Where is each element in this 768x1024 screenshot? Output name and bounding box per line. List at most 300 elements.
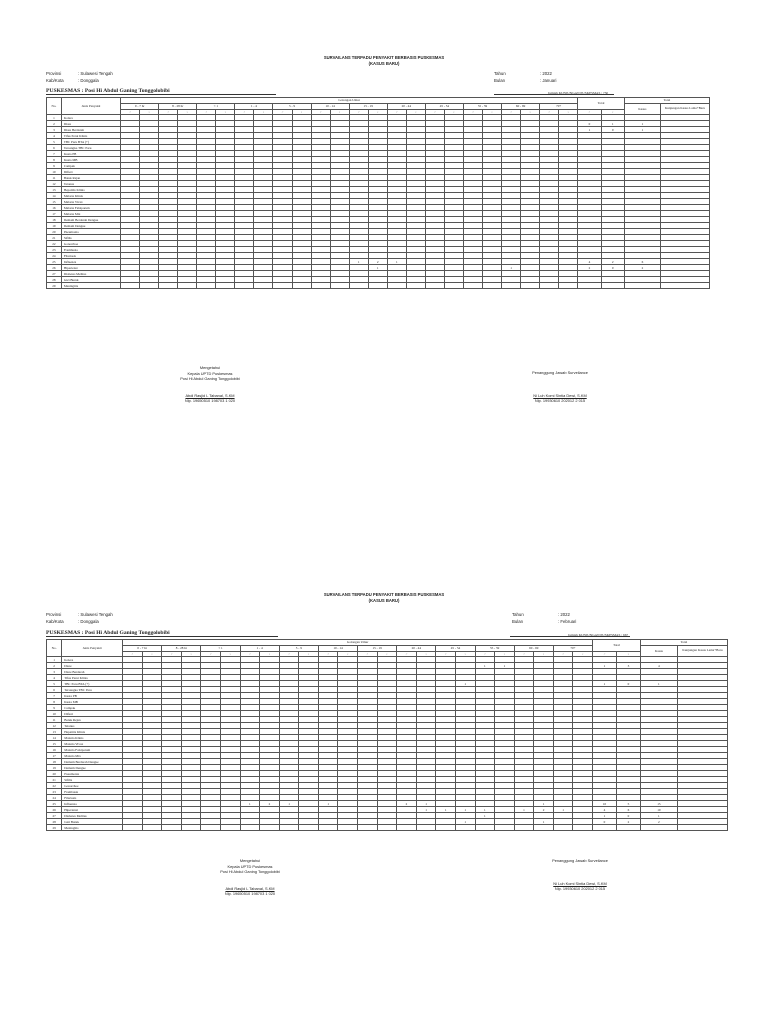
- table-cell: [221, 825, 241, 831]
- sex-male: ♂: [240, 651, 260, 657]
- header-no: No.: [47, 640, 62, 657]
- province-value: : Sulawesi Tengah: [78, 71, 113, 76]
- header-age-group: Golongan Umur: [121, 98, 578, 104]
- header-age: 20 - 44: [387, 103, 425, 109]
- report-subtitle: (KASUS BARU): [368, 598, 400, 603]
- row-no: 12: [47, 181, 62, 187]
- sex-male: ♂: [593, 651, 617, 657]
- header-age: 8 - 28 hr: [159, 103, 197, 109]
- row-disease: Tifus Perut Klinis: [61, 133, 120, 139]
- regency-label: Kab/Kota: [46, 78, 64, 83]
- row-disease: Malaria Mix: [62, 753, 123, 759]
- row-no: 18: [47, 217, 62, 223]
- table-cell: [387, 283, 406, 289]
- header-age: 45 - 54: [436, 645, 475, 651]
- sex-male: ♂: [197, 109, 216, 115]
- row-no: 7: [47, 151, 62, 157]
- table-cell: [349, 283, 368, 289]
- table-cell: [534, 825, 554, 831]
- sex-female: ♀: [495, 651, 515, 657]
- row-disease: Batuk Rejan: [62, 717, 123, 723]
- table-cell-total: 0: [601, 265, 624, 271]
- row-disease: Diare Berdarah: [62, 669, 123, 675]
- table-cell-total: 1: [593, 663, 617, 669]
- year-value: : 2022: [558, 612, 570, 617]
- sex-female: ♀: [221, 651, 241, 657]
- sign-right-line1: Penanggung Jawab Surveilance: [532, 370, 588, 375]
- row-no: 22: [47, 241, 62, 247]
- header-visits-old: Kunjungan Kasus Lama+Baru: [660, 103, 709, 115]
- row-disease: Influenza: [61, 259, 120, 265]
- table-cell-total: 0: [593, 819, 617, 825]
- row-no: 6: [47, 145, 62, 151]
- table-cell-total: 2: [640, 819, 677, 825]
- puskesmas-name: PUSKESMAS : Posi Hi Abdul Ganing Tonggolobibi: [46, 88, 170, 94]
- table-cell: 1: [475, 813, 495, 819]
- table-cell-total: 2: [578, 265, 601, 271]
- table-cell: [338, 825, 358, 831]
- sign-left-name: Abdi Rasjid L Tabanal, S.KM: [185, 392, 235, 398]
- table-cell: 1: [387, 259, 406, 265]
- table-cell-total: 1: [624, 127, 660, 133]
- table-cell: 1: [436, 807, 456, 813]
- sex-female: ♀: [455, 651, 475, 657]
- table-cell: [254, 283, 273, 289]
- row-no: 14: [47, 735, 62, 741]
- sex-female: ♀: [444, 109, 463, 115]
- sex-female: ♀: [254, 109, 273, 115]
- header-age: 15 - 19: [349, 103, 387, 109]
- row-no: 15: [47, 199, 62, 205]
- signature-right: [500, 370, 620, 404]
- sex-female: ♀: [573, 651, 593, 657]
- row-no: 17: [47, 753, 62, 759]
- table-cell: 1: [475, 663, 495, 669]
- sex-male: ♂: [387, 109, 406, 115]
- row-disease: Diabetes Melitus: [62, 813, 123, 819]
- table-cell: 1: [502, 265, 521, 271]
- table-cell: [159, 283, 178, 289]
- table-row: [47, 283, 710, 289]
- header-age: 5 - 9: [279, 645, 318, 651]
- row-no: 18: [47, 759, 62, 765]
- table-cell: [181, 825, 201, 831]
- header-age: 10 - 14: [318, 645, 357, 651]
- table-cell: [660, 283, 709, 289]
- table-cell: [377, 825, 397, 831]
- row-no: 27: [47, 813, 62, 819]
- row-disease: Tifus Perut Klinis: [62, 675, 123, 681]
- sex-female: ♀: [521, 109, 540, 115]
- sign-right-name: Ni Luh Komi Sintia Dewi, S.KM: [533, 392, 587, 398]
- row-no: 21: [47, 777, 62, 783]
- table-cell-total: 4: [640, 663, 677, 669]
- table-cell-total: 0: [616, 681, 640, 687]
- row-no: 1: [47, 657, 62, 663]
- row-no: 22: [47, 783, 62, 789]
- row-disease: Malaria Vivax: [61, 199, 120, 205]
- row-disease: Demam Dengue: [62, 765, 123, 771]
- table-cell: 2: [260, 801, 280, 807]
- table-cell: [292, 283, 311, 289]
- table-cell: [260, 825, 280, 831]
- sex-male: ♂: [514, 651, 534, 657]
- row-disease: Diare Berdarah: [61, 127, 120, 133]
- row-disease: Campak: [61, 163, 120, 169]
- table-cell: [495, 825, 515, 831]
- table-cell: [216, 283, 235, 289]
- table-cell: [279, 825, 299, 831]
- row-no: 29: [47, 825, 62, 831]
- row-no: 5: [47, 139, 62, 145]
- row-no: 27: [47, 271, 62, 277]
- table-cell: [240, 825, 260, 831]
- table-cell-total: 1: [601, 121, 624, 127]
- header-age: 8 - 28 hr: [162, 645, 201, 651]
- table-cell: [235, 283, 254, 289]
- table-cell: [436, 825, 456, 831]
- table-cell-total: 1: [593, 813, 617, 819]
- year-label: Tahun: [494, 71, 506, 76]
- row-disease: Malaria Klinis: [62, 735, 123, 741]
- row-disease: Filariasis: [61, 253, 120, 259]
- row-no: 1: [47, 115, 62, 121]
- header-age: 55 - 59: [463, 103, 501, 109]
- table-cell: 1: [349, 259, 368, 265]
- table-cell: 1: [553, 807, 573, 813]
- sex-female: ♀: [178, 109, 197, 115]
- row-disease: Gonorrhoe: [62, 783, 123, 789]
- regency-label: Kab/Kota: [46, 619, 64, 624]
- header-disease: Jenis Penyakit: [61, 98, 120, 115]
- table-cell: 2: [368, 259, 387, 265]
- table-cell: [318, 825, 338, 831]
- sex-male: ♂: [349, 109, 368, 115]
- sign-left-line3: Posi Hi Abdul Ganing Tonggolobibi: [220, 869, 280, 875]
- row-no: 28: [47, 819, 62, 825]
- table-cell: 1: [455, 819, 475, 825]
- table-cell-total: 15: [640, 801, 677, 807]
- row-disease: TBC Paru BTA (+): [62, 681, 123, 687]
- table-cell: [425, 283, 444, 289]
- table-cell: [444, 283, 463, 289]
- sex-female: ♀: [330, 109, 349, 115]
- row-no: 5: [47, 681, 62, 687]
- row-no: 23: [47, 247, 62, 253]
- sex-male: ♂: [121, 109, 140, 115]
- sign-left-line1: Mengetahui: [239, 858, 261, 863]
- header-cases: Kasus: [624, 103, 660, 115]
- header-age: 0 - 7 hr: [121, 103, 159, 109]
- table-cell-total: 1: [593, 681, 617, 687]
- header-age: 0 - 7 hr: [123, 645, 162, 651]
- sex-male: ♂: [162, 651, 182, 657]
- table-cell: [123, 825, 143, 831]
- report-subtitle: (KASUS BARU): [368, 61, 400, 66]
- table-cell: 1: [279, 801, 299, 807]
- row-disease: Kusta MB: [62, 699, 123, 705]
- visit-count: Jumlah KUNJUNGAN PUSKESMAS : 667: [568, 633, 629, 637]
- row-no: 17: [47, 211, 62, 217]
- table-cell-total: 2: [616, 819, 640, 825]
- row-no: 25: [47, 259, 62, 265]
- table-cell: 1: [534, 819, 554, 825]
- table-cell-total: 3: [616, 663, 640, 669]
- row-no: 3: [47, 127, 62, 133]
- puskesmas-name: PUSKESMAS : Posi Hi Abdul Ganing Tonggolobibi: [46, 630, 170, 636]
- sex-male: ♂: [540, 109, 559, 115]
- month-value: : Februari: [558, 619, 577, 624]
- row-disease: Gonorrhoe: [61, 241, 120, 247]
- row-disease: Malaria Mix: [61, 211, 120, 217]
- header-no: No.: [47, 98, 62, 115]
- table-cell-total: [616, 825, 640, 831]
- row-disease: Tetanus: [62, 723, 123, 729]
- table-cell: 1: [416, 801, 436, 807]
- month-label: Bulan: [494, 78, 505, 83]
- table-cell: [502, 283, 521, 289]
- province-value: : Sulawesi Tengah: [78, 612, 113, 617]
- row-no: 21: [47, 235, 62, 241]
- row-no: 16: [47, 205, 62, 211]
- table-row: [47, 825, 728, 831]
- row-no: 28: [47, 277, 62, 283]
- row-no: 16: [47, 747, 62, 753]
- row-no: 12: [47, 723, 62, 729]
- table-cell-total: 0: [601, 127, 624, 133]
- row-disease: Hipertensi: [62, 807, 123, 813]
- row-disease: Demam Dengue: [61, 223, 120, 229]
- sex-female: ♀: [292, 109, 311, 115]
- header-total: Total: [578, 98, 625, 110]
- row-disease: Malaria Falsiparum: [61, 205, 120, 211]
- sign-left-line1: Mengetahui: [199, 365, 221, 370]
- table-cell-total: 4: [593, 807, 617, 813]
- sex-male: ♂: [273, 109, 292, 115]
- table-cell: 1: [318, 801, 338, 807]
- table-cell: 1: [495, 663, 515, 669]
- header-total: Total: [593, 640, 641, 652]
- header-age: 45 - 54: [425, 103, 463, 109]
- header-age: 1 - 4: [235, 103, 273, 109]
- row-disease: Tetanus: [61, 181, 120, 187]
- sign-right-nip: Nip. 19930610 202012 2 015: [554, 886, 606, 892]
- table-cell: 1: [475, 807, 495, 813]
- report-title: SURVAILANS TERPADU PENYAKIT BERBASIS PUSKESMAS: [323, 592, 445, 597]
- regency-value: : Donggala: [78, 619, 99, 624]
- row-disease: Diare: [61, 121, 120, 127]
- row-no: 26: [47, 807, 62, 813]
- table-cell: [540, 283, 559, 289]
- row-disease: Hepatitis Klinis: [61, 187, 120, 193]
- sex-female: ♀: [377, 651, 397, 657]
- row-no: 29: [47, 283, 62, 289]
- table-cell-total: [624, 283, 660, 289]
- sign-left-nip: Nip. 19650510 198703 1 020: [184, 398, 236, 404]
- year-label: Tahun: [512, 612, 524, 617]
- table-cell: 2: [534, 807, 554, 813]
- row-disease: Frambusia: [61, 247, 120, 253]
- province-label: Provinsi: [46, 612, 62, 617]
- table-cell-total: [640, 825, 677, 831]
- table-cell-total: [601, 283, 624, 289]
- header-age: < 1: [197, 103, 235, 109]
- table-cell: [521, 283, 540, 289]
- sex-female: ♀: [559, 109, 578, 115]
- row-no: 20: [47, 771, 62, 777]
- table-cell: [142, 825, 162, 831]
- sex-male: ♂: [311, 109, 330, 115]
- table-cell-total: 4: [578, 259, 601, 265]
- header-age: 20 - 44: [397, 645, 436, 651]
- sex-female: ♀: [368, 109, 387, 115]
- table-cell-total: 10: [640, 807, 677, 813]
- row-no: 19: [47, 765, 62, 771]
- row-disease: Diare: [62, 663, 123, 669]
- table-cell-total: 10: [593, 801, 617, 807]
- table-cell-total: [578, 283, 601, 289]
- table-cell: [311, 283, 330, 289]
- row-disease: Hepatitis Klinis: [62, 729, 123, 735]
- signature-left: [150, 365, 270, 404]
- sex-female: ♀: [616, 651, 640, 657]
- header-age: 15 - 19: [358, 645, 397, 651]
- sex-female: ♀: [260, 651, 280, 657]
- table-cell-total: 6: [616, 807, 640, 813]
- sex-male: ♂: [578, 109, 601, 115]
- row-no: 9: [47, 163, 62, 169]
- sex-female: ♀: [601, 109, 624, 115]
- row-no: 15: [47, 741, 62, 747]
- row-disease: Batuk Rejan: [61, 175, 120, 181]
- table-cell-total: 6: [624, 259, 660, 265]
- sex-male: ♂: [159, 109, 178, 115]
- month-value: : Januari: [540, 78, 557, 83]
- row-no: 11: [47, 175, 62, 181]
- row-no: 10: [47, 169, 62, 175]
- header-total-right: Total: [624, 98, 709, 104]
- row-disease: Frambusia: [62, 789, 123, 795]
- row-disease: Gizi Buruk: [62, 819, 123, 825]
- sign-left-line3: Posi Hi Abdul Ganing Tonggolobibi: [180, 376, 240, 382]
- row-disease: Sifilis: [61, 235, 120, 241]
- row-disease: Tersangka TBC Paru: [62, 687, 123, 693]
- header-age: < 1: [201, 645, 240, 651]
- sex-female: ♀: [483, 109, 502, 115]
- table-cell-total: 1: [624, 121, 660, 127]
- meta-right: [494, 70, 556, 84]
- row-disease: Demam Berdarah Dengue: [62, 759, 123, 765]
- table-cell: 1: [240, 801, 260, 807]
- sex-female: ♀: [181, 651, 201, 657]
- table-cell: [573, 825, 593, 831]
- sex-female: ♀: [299, 651, 319, 657]
- row-disease: Meningitis: [61, 283, 120, 289]
- table-cell-total: 0: [616, 813, 640, 819]
- sex-male: ♂: [425, 109, 444, 115]
- table-cell: [483, 283, 502, 289]
- table-cell-total: 1: [640, 681, 677, 687]
- sex-female: ♀: [338, 651, 358, 657]
- row-disease: Malaria Falsiparum: [62, 747, 123, 753]
- table-cell: [121, 283, 140, 289]
- table-cell-total: 1: [640, 813, 677, 819]
- sex-female: ♀: [534, 651, 554, 657]
- row-no: 9: [47, 705, 62, 711]
- row-no: 8: [47, 157, 62, 163]
- header-age: 55 - 59: [475, 645, 514, 651]
- row-disease: Gizi Buruk: [61, 277, 120, 283]
- sign-right-name: Ni Luh Komi Sintia Dewi, S.KM: [553, 880, 607, 886]
- row-disease: Tersangka TBC Paru: [61, 145, 120, 151]
- row-no: 14: [47, 193, 62, 199]
- row-disease: Meningitis: [62, 825, 123, 831]
- sex-male: ♂: [318, 651, 338, 657]
- row-disease: Diabetes Melitus: [61, 271, 120, 277]
- table-cell-total: 0: [578, 121, 601, 127]
- divider: [46, 94, 276, 95]
- sex-male: ♂: [502, 109, 521, 115]
- table-cell: [197, 283, 216, 289]
- table-cell: [140, 283, 159, 289]
- header-age-group: Golongan Umur: [123, 640, 593, 646]
- row-no: 20: [47, 229, 62, 235]
- header-age: 10 - 14: [311, 103, 349, 109]
- table-cell: [358, 825, 378, 831]
- sex-male: ♂: [123, 651, 143, 657]
- table-cell: [475, 825, 495, 831]
- disease-table: [46, 639, 728, 831]
- row-disease: Influenza: [62, 801, 123, 807]
- header-age: 70+: [540, 103, 578, 109]
- sign-left-line2: Kepala UPTD Puskesmas: [187, 370, 233, 376]
- sex-male: ♂: [279, 651, 299, 657]
- table-cell: 2: [397, 801, 417, 807]
- month-label: Bulan: [512, 619, 523, 624]
- table-cell-total: 2: [624, 265, 660, 271]
- table-cell: 1: [514, 807, 534, 813]
- year-value: : 2022: [540, 71, 552, 76]
- header-age: 5 - 9: [273, 103, 311, 109]
- header-age: 60 - 69: [502, 103, 540, 109]
- meta-left: [46, 611, 113, 625]
- sex-male: ♂: [463, 109, 482, 115]
- row-no: 3: [47, 669, 62, 675]
- row-no: 19: [47, 223, 62, 229]
- table-cell: [330, 283, 349, 289]
- row-no: 24: [47, 253, 62, 259]
- table-cell: [416, 825, 436, 831]
- row-disease: Kusta PB: [61, 151, 120, 157]
- row-no: 13: [47, 187, 62, 193]
- row-disease: Pneumonia: [62, 771, 123, 777]
- sex-female: ♀: [406, 109, 425, 115]
- table-cell: 1: [455, 681, 475, 687]
- sign-right-line1: Penanggung Jawab Surveilance: [552, 858, 608, 863]
- header-age: 1 - 4: [240, 645, 279, 651]
- table-cell: [178, 283, 197, 289]
- sex-male: ♂: [553, 651, 573, 657]
- row-disease: Sifilis: [62, 777, 123, 783]
- row-no: 24: [47, 795, 62, 801]
- row-no: 10: [47, 711, 62, 717]
- divider: [46, 636, 278, 637]
- row-disease: Pneumonia: [61, 229, 120, 235]
- sex-female: ♀: [416, 651, 436, 657]
- table-cell: [368, 283, 387, 289]
- row-no: 25: [47, 801, 62, 807]
- row-no: 6: [47, 687, 62, 693]
